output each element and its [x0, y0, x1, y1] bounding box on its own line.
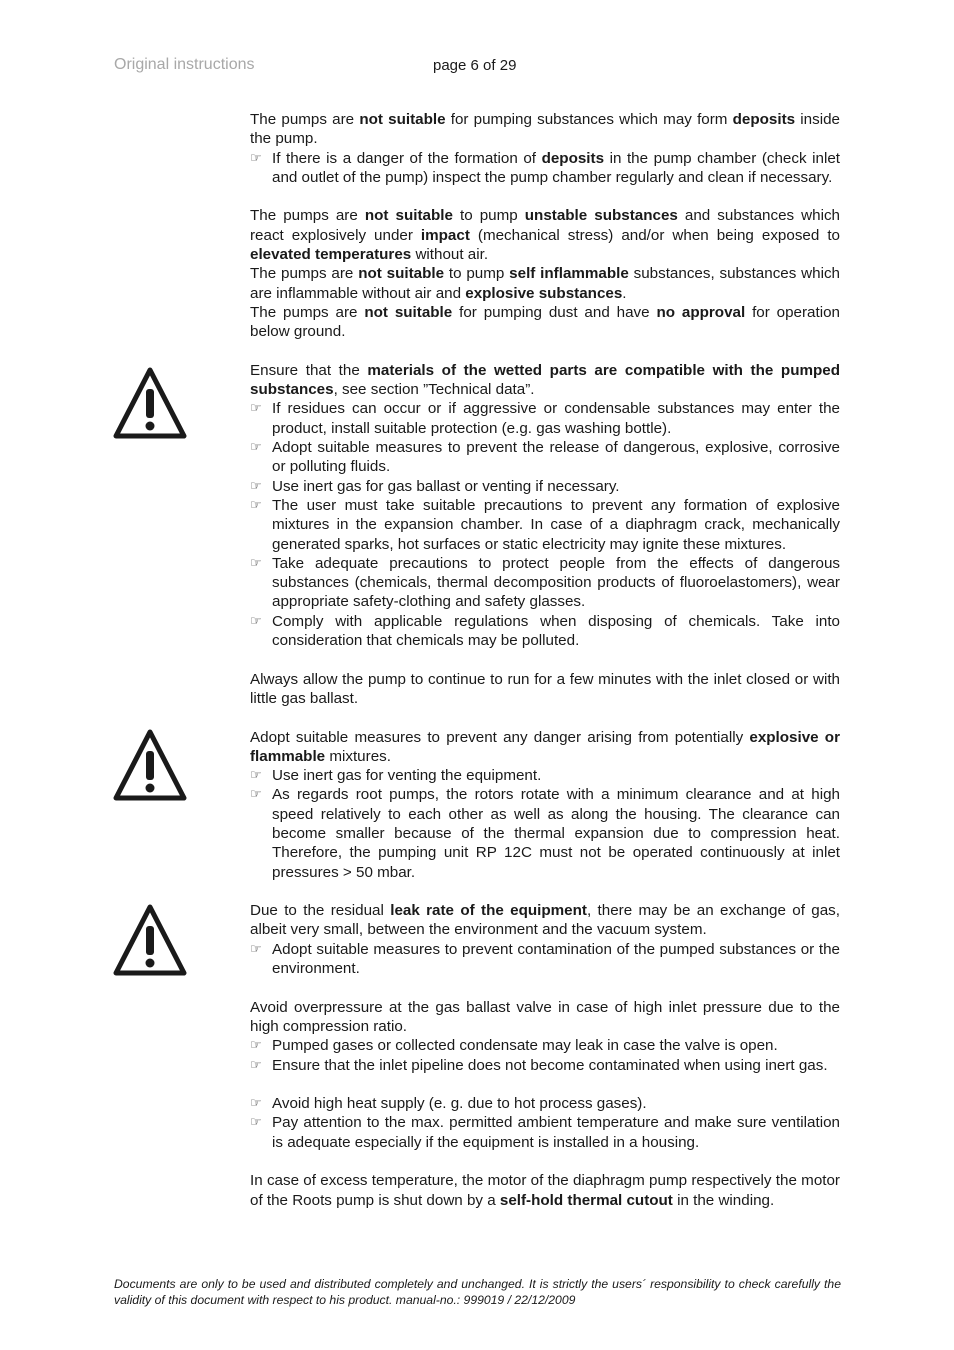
- list-item: ☞ Adopt suitable measures to prevent the release of dangerous, explosive, corrosive or polluting fluids.: [250, 439, 840, 476]
- pointing-hand-icon: ☞: [250, 1096, 262, 1112]
- paragraph: Adopt suitable measures to prevent any danger arising from potentially explosive or flammable mixtures.: [250, 728, 840, 765]
- pointing-hand-icon: ☞: [250, 787, 262, 803]
- pointing-hand-icon: ☞: [250, 613, 262, 629]
- paragraph: In case of excess temperature, the motor of the diaphragm pump respectively the motor of the Roots pump is shut down by a self-hold thermal cutout in the winding.: [250, 1172, 840, 1209]
- pointing-hand-icon: ☞: [250, 768, 262, 784]
- list-item: ☞ Take adequate precautions to protect people from the effects of dangerous substances (chemicals, thermal decomposition products of fluoroelastomers), wear appropriate safety-clothing and safety glasses.: [250, 554, 840, 611]
- warning-triangle-icon: [112, 366, 188, 440]
- paragraph: The pumps are not suitable for pumping dust and have no approval for operation below ground.: [250, 303, 840, 341]
- list-item: ☞ Pumped gases or collected condensate may leak in case the valve is open.: [250, 1037, 778, 1055]
- pointing-hand-icon: ☞: [250, 1057, 262, 1073]
- section-heat: [250, 1094, 840, 1152]
- section-deposits: [250, 110, 840, 187]
- section-leak-rate: [250, 901, 840, 978]
- header-doc-label: Original instructions: [114, 56, 255, 73]
- section-unsuitable-substances: [250, 206, 840, 341]
- paragraph: The pumps are not suitable to pump self inflammable substances, substances which are inflammable without air and explosive substances.: [250, 265, 840, 302]
- list-item: ☞ Adopt suitable measures to prevent contamination of the pumped substances or the environment.: [250, 940, 840, 978]
- list-item: ☞ Avoid high heat supply (e. g. due to hot process gases).: [250, 1095, 647, 1113]
- paragraph: The pumps are not suitable to pump unstable substances and substances which react explosively under impact (mechanical stress) and/or when being exposed to elevated temperatures without air.: [250, 207, 840, 264]
- paragraph: Ensure that the materials of the wetted parts are compatible with the pumped substances, see section ”Technical data”.: [250, 361, 840, 399]
- pointing-hand-icon: ☞: [250, 440, 262, 456]
- section-thermal-cutout: [250, 1171, 840, 1210]
- pointing-hand-icon: ☞: [250, 497, 262, 513]
- pointing-hand-icon: ☞: [250, 401, 262, 417]
- section-overpressure: [250, 998, 840, 1075]
- section-wetted-parts: [250, 361, 840, 650]
- list-item: ☞ The user must take suitable precautions to prevent any formation of explosive mixtures in the expansion chamber. In case of a diaphragm crack, mechanically generated sparks, hot surfaces or static electricity may ignite these mixtures.: [250, 496, 840, 553]
- warning-triangle-icon: [112, 903, 188, 977]
- paragraph: The pumps are not suitable for pumping substances which may form deposits inside the pump.: [250, 111, 840, 148]
- paragraph: Avoid overpressure at the gas ballast valve in case of high inlet pressure due to the high compression ratio.: [250, 998, 840, 1035]
- list-item: ☞ Ensure that the inlet pipeline does not become contaminated when using inert gas.: [250, 1056, 828, 1074]
- section-explosive-mixtures: [250, 728, 840, 882]
- page-number: page 6 of 29: [433, 57, 517, 74]
- list-item: ☞ Use inert gas for gas ballast or venting if necessary.: [250, 477, 620, 495]
- list-item: ☞ If residues can occur or if aggressive or condensable substances may enter the product, install suitable protection (e.g. gas washing bottle).: [250, 400, 840, 437]
- pointing-hand-icon: ☞: [250, 941, 262, 957]
- warning-triangle-icon: [112, 728, 188, 802]
- list-item: ☞ Comply with applicable regulations when disposing of chemicals. Take into consideration that chemicals may be polluted.: [250, 612, 840, 650]
- section-run-after: [250, 670, 840, 709]
- pointing-hand-icon: ☞: [250, 555, 262, 571]
- main-content: [250, 110, 840, 1210]
- pointing-hand-icon: ☞: [250, 478, 262, 494]
- pointing-hand-icon: ☞: [250, 150, 262, 166]
- paragraph: Always allow the pump to continue to run for a few minutes with the inlet closed or with little gas ballast.: [250, 670, 840, 707]
- footer-disclaimer: Documents are only to be used and distributed completely and unchanged. It is strictly the users´ responsibility to check carefully the validity of this document with respect to his product. manual-no.: 999019 / 22/12/2009: [114, 1277, 841, 1307]
- list-item: ☞ Use inert gas for venting the equipment.: [250, 767, 542, 785]
- list-item: ☞ As regards root pumps, the rotors rotate with a minimum clearance and at high speed relatively to each other as well as along the housing. The clearance can become smaller because of the thermal expansion due to compression heat. Therefore, the pumping unit RP 12C must not be operated continuously at inlet pressures > 50 mbar.: [250, 786, 840, 881]
- pointing-hand-icon: ☞: [250, 1115, 262, 1131]
- paragraph: Due to the residual leak rate of the equipment, there may be an exchange of gas, albeit very small, between the environment and the vacuum system.: [250, 902, 840, 939]
- list-item: ☞ Pay attention to the max. permitted ambient temperature and make sure ventilation is adequate especially if the equipment is installed in a housing.: [250, 1114, 840, 1151]
- list-item: ☞ If there is a danger of the formation of deposits in the pump chamber (check inlet and outlet of the pump) inspect the pump chamber regularly and clean if necessary.: [250, 149, 840, 186]
- pointing-hand-icon: ☞: [250, 1038, 262, 1054]
